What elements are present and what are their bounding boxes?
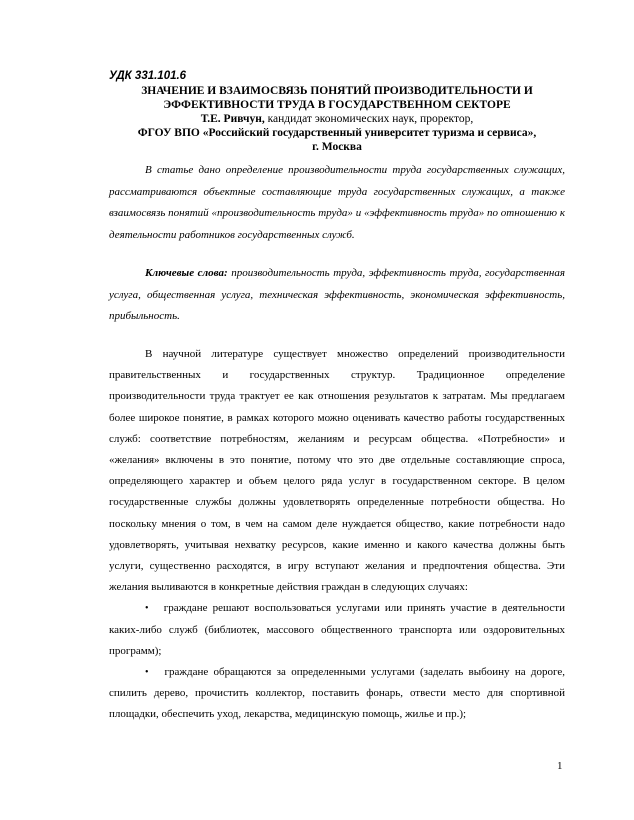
page-number: 1 <box>557 760 563 772</box>
keywords <box>109 263 565 328</box>
bullet-icon: • <box>145 603 149 615</box>
title-line-2: ЭФФЕКТИВНОСТИ ТРУДА В ГОСУДАРСТВЕННОМ СЕКТОРЕ <box>163 99 511 111</box>
list-item-text: граждане решают воспользоваться услугами или принять участие в деятельности каких-либо служб (библиотек, массового общественного транспорта или оздоровительных программ); <box>109 602 566 657</box>
list-item <box>109 662 565 726</box>
city: г. Москва <box>312 141 362 153</box>
list-item <box>109 598 565 662</box>
list-item-text: граждане обращаются за определенными услугами (заделать выбоину на дороге, спилить дерево, прочистить коллектор, поставить фонарь, отвести место для спортивной площадки, обеспечить уход, лекарства, медицинскую помощь, жилье и пр.); <box>109 666 565 721</box>
author-role: кандидат экономических наук, проректор, <box>264 113 474 125</box>
organization: ФГОУ ВПО «Российский государственный университет туризма и сервиса», <box>137 127 537 139</box>
udk-code: УДК 331.101.6 <box>109 70 187 82</box>
body-paragraph: В научной литературе существует множество определений производительности правительственных и государственных структур. Традиционное определение производительности труда трактует ее как отношения результатов к затратам. Мы предлагаем более широкое понятие, в рамках которого можно оценивать качество работы государственных служб: соответствие потребностям, желаниям и ресурсам общества. «Потребности» и «желания» включены в это понятие, потому что это две отдельные составляющие спроса, определяющего характер и объем целого ряда услуг в государственном секторе. В целом государственные службы должны удовлетворять определенные потребности общества. Но поскольку мнения о том, в чем на самом деле нуждается общество, какие потребности надо удовлетворять, учитывая нехватку ресурсов, какие именно и какого качества должны быть услуги, существенно расходятся, в игру вступают желания и предпочтения общества. Эти желания выливаются в конкретные действия граждан в следующих случаях: <box>109 348 565 594</box>
article-body <box>109 344 565 726</box>
keywords-list: производительность труда, эффективность труда, государственная услуга, общественная услуга, техническая эффективность, экономическая эффективность, прибыльность. <box>109 267 566 322</box>
author-line <box>109 112 565 126</box>
title-line-1: ЗНАЧЕНИЕ И ВЗАИМОСВЯЗЬ ПОНЯТИЙ ПРОИЗВОДИТЕЛЬНОСТИ И <box>141 85 533 97</box>
keywords-label: Ключевые слова: <box>145 267 228 279</box>
author-name: Т.Е. Ривчун, <box>200 113 265 125</box>
bullet-icon: • <box>145 667 149 679</box>
abstract: В статье дано определение производительности труда государственных служащих, рассматриваются объектные составляющие труда государственных служащих, а также взаимосвязь понятий «производительность труда» и «эффективность труда» по отношению к деятельности работников государственных служб. <box>109 164 565 241</box>
article-title <box>109 84 565 112</box>
